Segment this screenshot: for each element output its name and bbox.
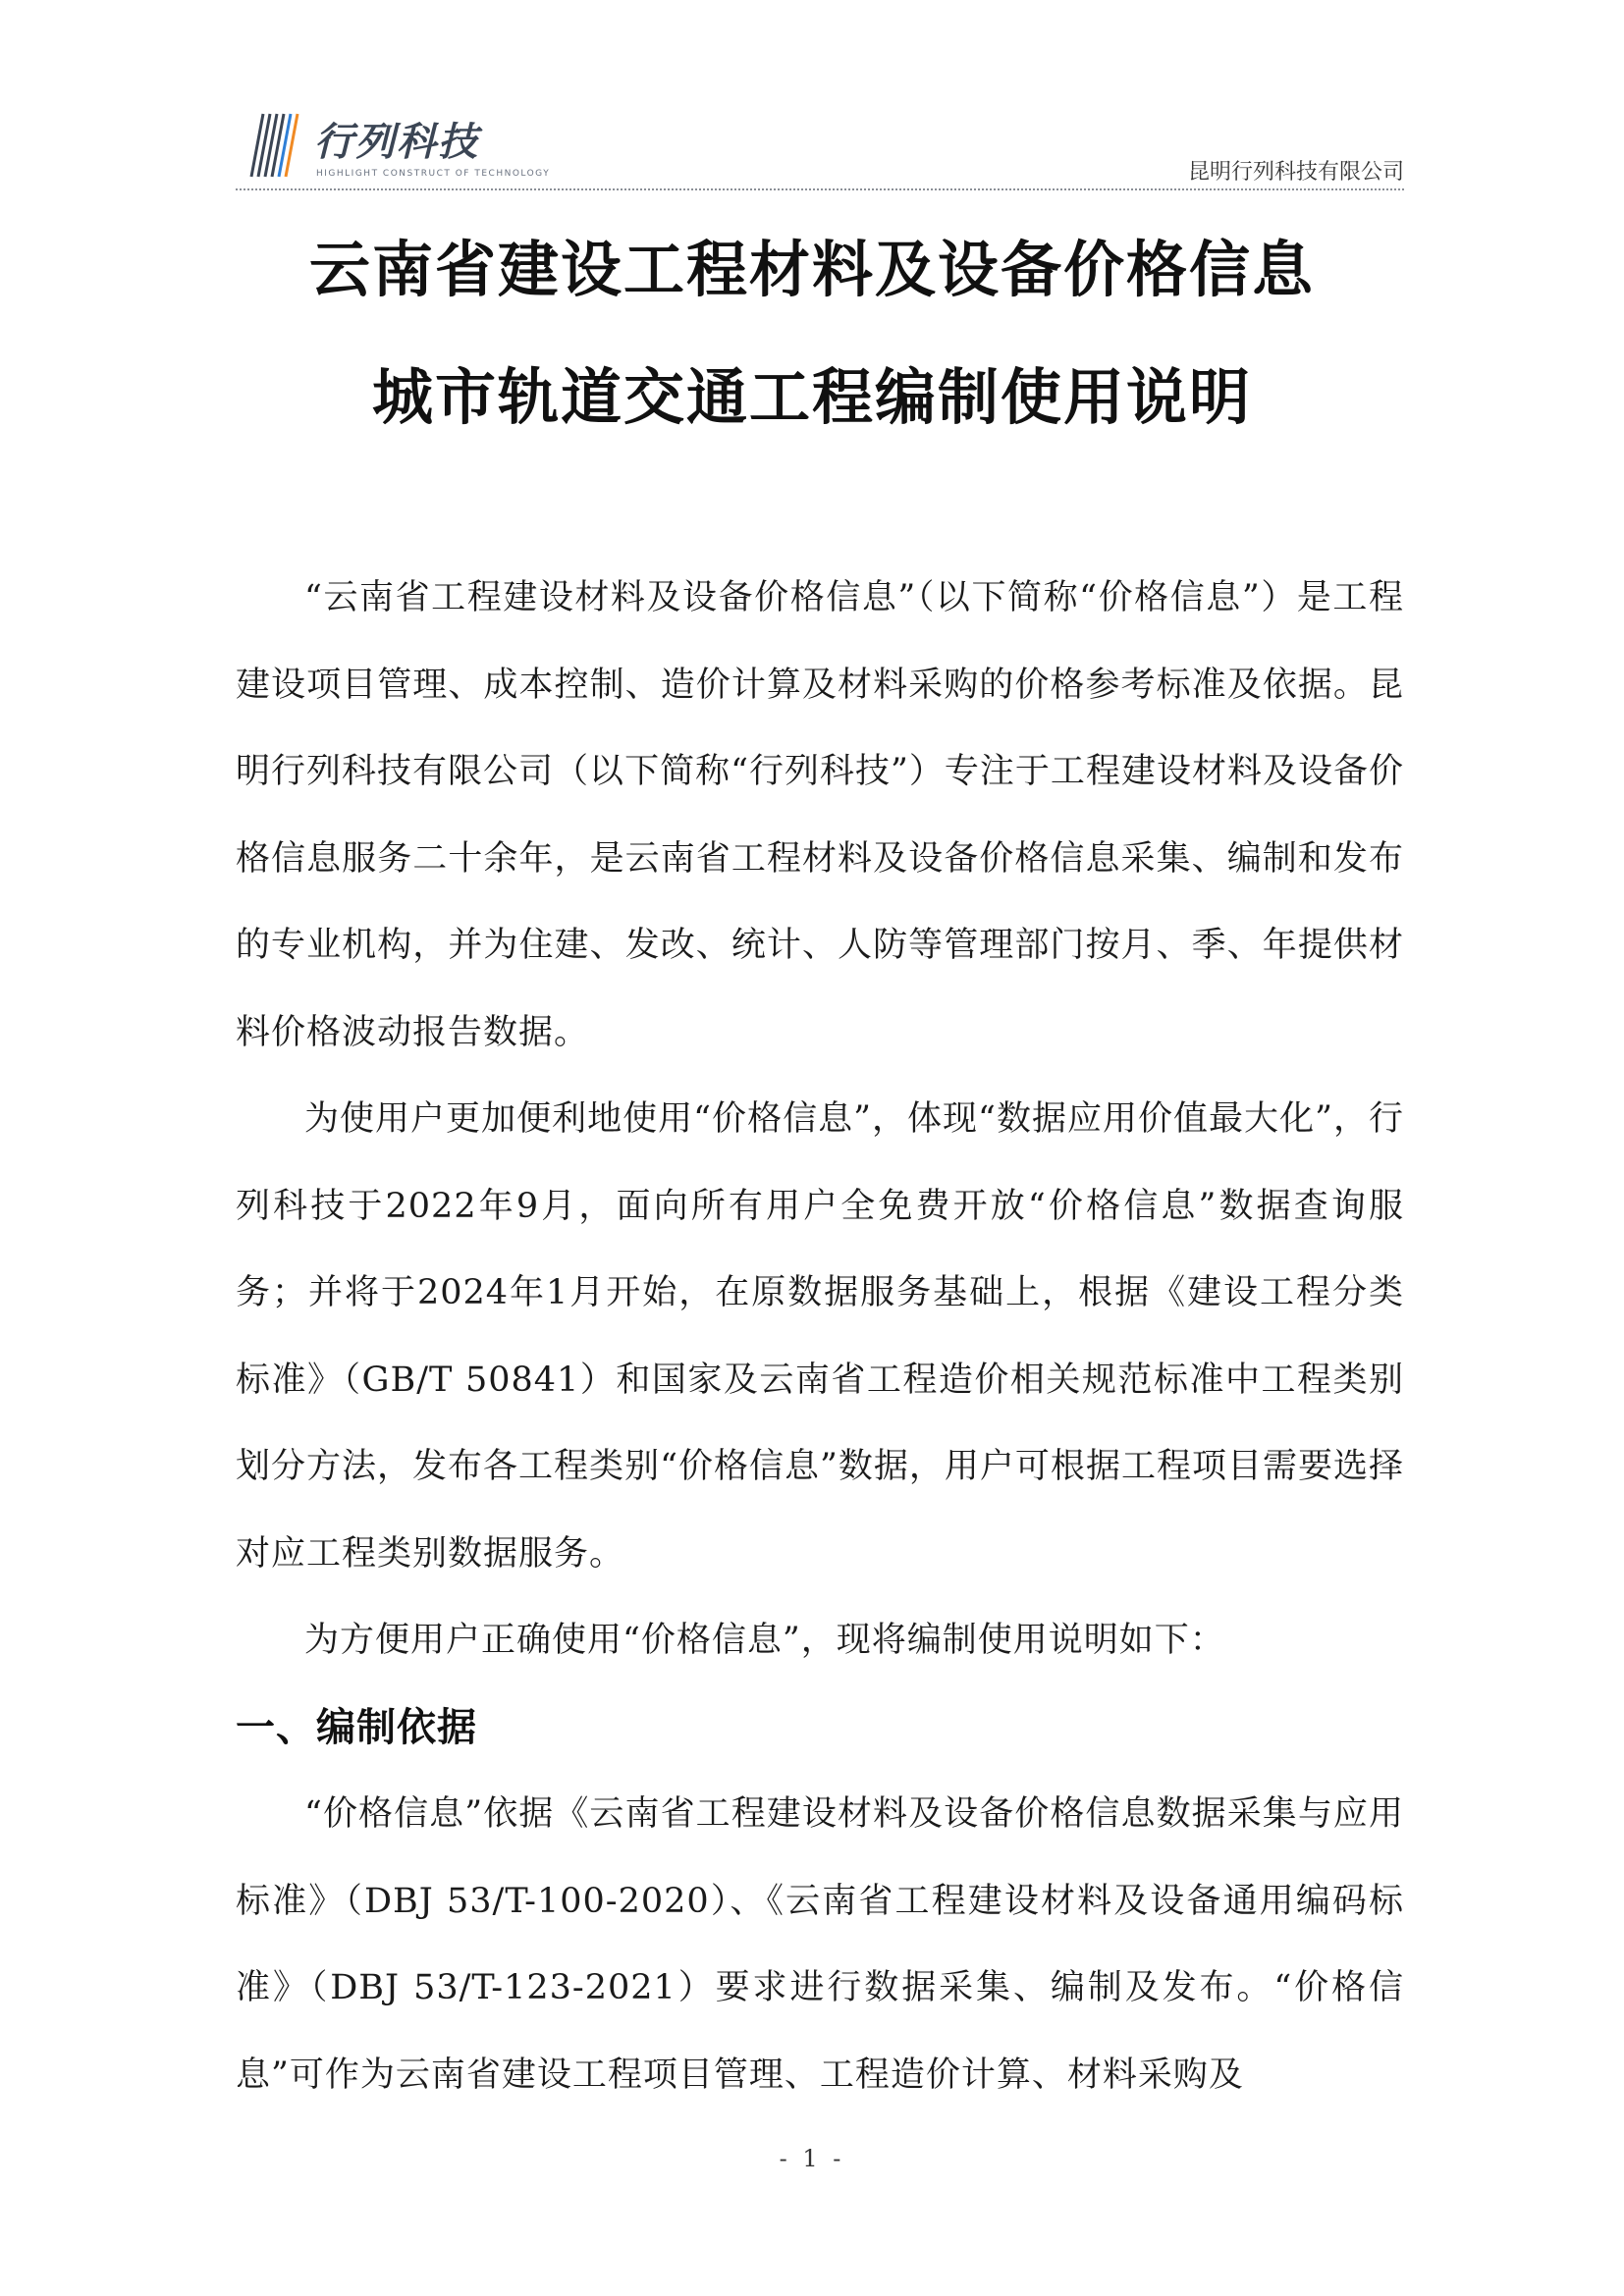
page-header <box>236 98 1404 191</box>
paragraph-intro: “云南省工程建设材料及设备价格信息”（以下简称“价格信息”）是工程建设项目管理、成本控制、造价计算及材料采购的价格参考标准及依据。昆明行列科技有限公司（以下简称“行列科技”）专注于工程建设材料及设备价格信息服务二十余年，是云南省工程材料及设备价格信息采集、编制和发布的专业机构，并为住建、发改、统计、人防等管理部门按月、季、年提供材料价格波动报告数据。 <box>236 578 1404 1052</box>
company-logo <box>236 98 551 187</box>
logo-subtitle: HIGHLIGHT CONSTRUCT OF TECHNOLOGY <box>316 169 551 179</box>
page-number: - 1 - <box>779 2145 845 2172</box>
document-title-line-1: 云南省建设工程材料及设备价格信息 <box>308 234 1315 305</box>
paragraph-lead-in: 为方便用户正确使用“价格信息”，现将编制使用说明如下： <box>304 1621 1225 1660</box>
section-heading-basis: 一、编制依据 <box>236 1704 477 1750</box>
logo-text: 行列科技 <box>314 120 479 165</box>
paragraph-service: 为使用户更加便利地使用“价格信息”，体现“数据应用价值最大化”，行列科技于2022年9月，面向所有用户全免费开放“价格信息”数据查询服务；并将于2024年1月开始，在原数据服务基础上，根据《建设工程分类标准》（GB/T 50841）和国家及云南省工程造价相关规范标准中工程类别划分方法，发布各工程类别“价格信息”数据，用户可根据工程项目需要选择对应工程类别数据服务。 <box>236 1099 1404 1574</box>
header-company-name: 昆明行列科技有限公司 <box>1187 160 1404 185</box>
logo-stripes-icon <box>242 110 300 179</box>
document-body <box>236 555 1404 2118</box>
header-divider <box>236 188 1404 190</box>
document-title-line-2: 城市轨道交通工程编制使用说明 <box>371 361 1252 433</box>
paragraph-basis: “价格信息”依据《云南省工程建设材料及设备价格信息数据采集与应用标准》（DBJ 53/T-100-2020）、《云南省工程建设材料及设备通用编码标准》（DBJ 53/T-123-2021）要求进行数据采集、编制及发布。“价格信息”可作为云南省建设工程项目管理、工程造价计算、材料采购及 <box>236 1794 1404 2095</box>
